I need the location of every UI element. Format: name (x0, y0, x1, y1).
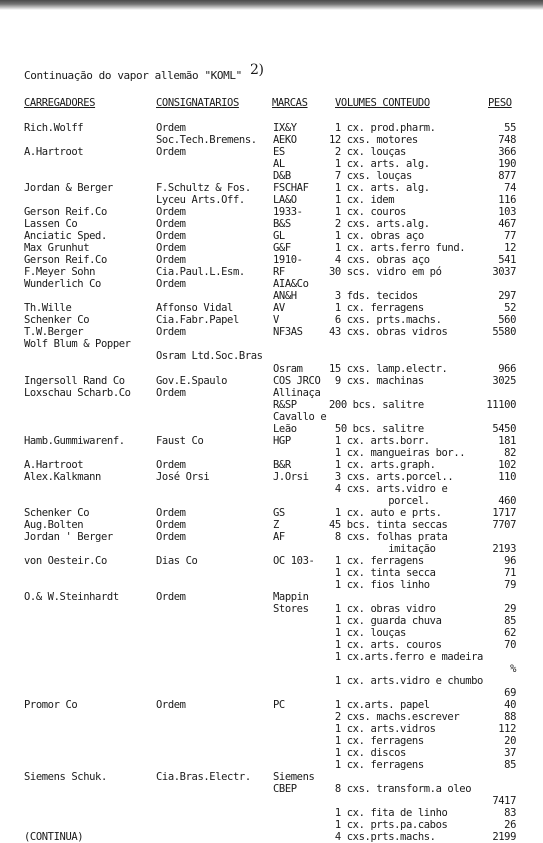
cell-volumes-conteudo: 1 cx. couros (329, 206, 406, 218)
cell-peso: 26 (504, 819, 516, 831)
cell-consignatario: Cia.Paul.L.Esm. (156, 266, 245, 278)
cell-marcas: Stores (273, 603, 309, 615)
cell-peso: 3025 (492, 375, 516, 387)
cell-volumes-conteudo: imitação (329, 543, 436, 555)
cell-volumes-conteudo: 15 cxs. lamp.electr. (329, 363, 448, 375)
cell-consignatario: Ordem (156, 387, 186, 399)
cell-volumes-conteudo: 1 cx. ferragens (329, 735, 424, 747)
cell-marcas: R&SP (273, 399, 297, 411)
cell-consignatario: F.Schultz & Fos. (156, 182, 251, 194)
cell-volumes-conteudo: 7 cxs. louças (329, 170, 412, 182)
cell-peso: 20 (504, 735, 516, 747)
cell-marcas: COS JRCO (273, 375, 321, 387)
cell-volumes-conteudo: 1 cx. arts. alg. (329, 158, 430, 170)
cell-peso: 82 (504, 447, 516, 459)
cell-peso: 77 (504, 230, 516, 242)
cell-volumes-conteudo: 1 cx. guarda chuva (329, 615, 442, 627)
cell-consignatario: Ordem (156, 519, 186, 531)
cell-volumes-conteudo: 8 cxs. transform.a oleo (329, 783, 472, 795)
cell-volumes-conteudo: 1 cx. arts. couros (329, 639, 442, 651)
cell-consignatario: Ordem (156, 699, 186, 711)
cell-carregador: Th.Wille (24, 302, 72, 314)
cell-marcas: FSCHAF (273, 182, 309, 194)
cell-peso: 52 (504, 302, 516, 314)
cell-carregador: von Oesteir.Co (24, 555, 107, 567)
cell-consignatario: Soc.Tech.Bremens. (156, 134, 257, 146)
cell-volumes-conteudo: 1 cx. arts.borr. (329, 435, 430, 447)
cell-consignatario: Ordem (156, 591, 186, 603)
cell-carregador: Loxschau Scharb.Co (24, 387, 131, 399)
cell-peso: 29 (504, 603, 516, 615)
header-carregadores: CARREGADORES (24, 97, 96, 109)
cell-volumes-conteudo: 4 cxs.prts.machs. (329, 831, 436, 843)
cell-volumes-conteudo: 2 cxs. machs.escrever (329, 711, 460, 723)
cell-marcas: AIA&Co (273, 278, 309, 290)
header-consignatarios: CONSIGNATARIOS (156, 97, 239, 109)
cell-marcas: Allinaça (273, 387, 321, 399)
cell-volumes-conteudo: 1 cx. idem (329, 194, 395, 206)
cell-marcas: RF (273, 266, 285, 278)
cell-peso: 110 (498, 471, 516, 483)
cell-marcas: AV (273, 302, 285, 314)
cell-peso: 62 (504, 627, 516, 639)
cell-peso: 366 (498, 146, 516, 158)
cell-marcas: AN&H (273, 290, 297, 302)
cell-peso: 966 (498, 363, 516, 375)
cell-carregador: A.Hartroot (24, 459, 84, 471)
cell-carregador: F.Meyer Sohn (24, 266, 96, 278)
cell-consignatario: Ordem (156, 218, 186, 230)
cell-marcas: V (273, 314, 279, 326)
cell-peso: 55 (504, 122, 516, 134)
cell-carregador: Gerson Reif.Co (24, 254, 107, 266)
cell-volumes-conteudo: 1 cx. louças (329, 627, 406, 639)
cell-consignatario: Ordem (156, 122, 186, 134)
cell-peso: 71 (504, 567, 516, 579)
cell-carregador: A.Hartroot (24, 146, 84, 158)
cell-volumes-conteudo: 1 cx. discos (329, 747, 406, 759)
cell-consignatario: José Orsi (156, 471, 210, 483)
cell-volumes-conteudo: 8 cxs. folhas prata (329, 531, 448, 543)
cell-volumes-conteudo: 1 cx. arts.vidro e chumbo (329, 675, 483, 687)
cell-peso: 85 (504, 615, 516, 627)
cell-carregador: Anciatic Sped. (24, 230, 107, 242)
cell-carregador: Schenker Co (24, 314, 90, 326)
cell-carregador: T.W.Berger (24, 326, 84, 338)
cell-marcas: HGP (273, 435, 291, 447)
cell-volumes-conteudo: 1 cx. prod.pharm. (329, 122, 436, 134)
cell-volumes-conteudo: 45 bcs. tinta seccas (329, 519, 448, 531)
cell-peso: 2193 (492, 543, 516, 555)
cell-peso: 79 (504, 579, 516, 591)
cell-volumes-conteudo: 1 cx. fios linho (329, 579, 430, 591)
cell-peso: 69 (504, 687, 516, 699)
header-volumes-conteudo: VOLUMES CONTEUDO (335, 97, 430, 109)
cell-volumes-conteudo: 2 cx. louças (329, 146, 406, 158)
header-peso: PESO (488, 97, 512, 109)
cell-peso: 748 (498, 134, 516, 146)
cell-marcas: G&F (273, 242, 291, 254)
cell-volumes-conteudo: 12 cxs. motores (329, 134, 418, 146)
cell-volumes-conteudo: 1 cx. arts.ferro fund. (329, 242, 466, 254)
cell-volumes-conteudo: 1 cx. arts. alg. (329, 182, 430, 194)
cell-consignatario: Ordem (156, 326, 186, 338)
cell-consignatario: Osram Ltd.Soc.Bras (156, 350, 263, 362)
cell-peso: 74 (504, 182, 516, 194)
cell-volumes-conteudo: 50 bcs. salitre (329, 423, 424, 435)
cell-carregador: Gerson Reif.Co (24, 206, 107, 218)
cell-volumes-conteudo: 1 cx. obras vidro (329, 603, 436, 615)
cell-consignatario: Ordem (156, 278, 186, 290)
cell-peso: 85 (504, 759, 516, 771)
cell-carregador: Wunderlich Co (24, 278, 101, 290)
cell-peso: 560 (498, 314, 516, 326)
cell-volumes-conteudo: 4 cxs. obras aço (329, 254, 430, 266)
cell-peso: 70 (504, 639, 516, 651)
cell-consignatario: Ordem (156, 230, 186, 242)
cell-marcas: AEKO (273, 134, 297, 146)
cell-marcas: 1933- (273, 206, 303, 218)
cell-marcas: 1910- (273, 254, 303, 266)
cell-carregador: Rich.Wolff (24, 122, 84, 134)
cell-peso: 190 (498, 158, 516, 170)
cell-peso: 96 (504, 555, 516, 567)
cell-peso: 12 (504, 242, 516, 254)
cell-peso: 102 (498, 459, 516, 471)
cell-marcas: GL (273, 230, 285, 242)
cell-consignatario: Ordem (156, 206, 186, 218)
cell-carregador: Ingersoll Rand Co (24, 375, 125, 387)
cell-consignatario: Lyceu Arts.Off. (156, 194, 245, 206)
cell-marcas: ES (273, 146, 285, 158)
cell-consignatario: Ordem (156, 459, 186, 471)
cell-volumes-conteudo: 1 cx. auto e prts. (329, 507, 442, 519)
cell-peso: 37 (504, 747, 516, 759)
cell-carregador: Alex.Kalkmann (24, 471, 101, 483)
cell-carregador: Schenker Co (24, 507, 90, 519)
cell-carregador: Promor Co (24, 699, 78, 711)
cell-volumes-conteudo: porcel. (329, 495, 430, 507)
cell-peso: 88 (504, 711, 516, 723)
cell-marcas: Siemens (273, 771, 315, 783)
cell-peso: 116 (498, 194, 516, 206)
cell-marcas: NF3AS (273, 326, 303, 338)
cell-consignatario: Ordem (156, 242, 186, 254)
cell-marcas: B&S (273, 218, 291, 230)
cell-carregador: Max Grunhut (24, 242, 90, 254)
cell-marcas: AL (273, 158, 285, 170)
cell-volumes-conteudo: 1 cx. arts.graph. (329, 459, 436, 471)
cell-marcas: Osram (273, 363, 303, 375)
cell-peso: 297 (498, 290, 516, 302)
cell-peso: 7707 (492, 519, 516, 531)
cell-volumes-conteudo: 1 cx. prts.pa.cabos (329, 819, 448, 831)
cell-marcas: CBEP (273, 783, 297, 795)
cell-carregador: Hamb.Gummiwarenf. (24, 435, 125, 447)
cell-consignatario: Dias Co (156, 555, 198, 567)
cell-carregador: Siemens Schuk. (24, 771, 107, 783)
cell-peso: 460 (498, 495, 516, 507)
cell-volumes-conteudo: 1 cx. tinta secca (329, 567, 436, 579)
cell-carregador: Jordan & Berger (24, 182, 113, 194)
cell-volumes-conteudo: 1 cx. ferragens (329, 302, 424, 314)
cell-consignatario: Cia.Fabr.Papel (156, 314, 239, 326)
cell-consignatario: Ordem (156, 531, 186, 543)
cell-carregador: O.& W.Steinhardt (24, 591, 119, 603)
cell-marcas: Mappin (273, 591, 309, 603)
cell-peso: 40 (504, 699, 516, 711)
cell-volumes-conteudo: 43 cxs. obras vidros (329, 326, 448, 338)
cell-marcas: Z (273, 519, 279, 531)
cell-peso: 5450 (492, 423, 516, 435)
cell-consignatario: Faust Co (156, 435, 204, 447)
cell-volumes-conteudo: 3 cxs. arts.porcel.. (329, 471, 454, 483)
cell-carregador: Lassen Co (24, 218, 78, 230)
cell-marcas: J.Orsi (273, 471, 309, 483)
cell-carregador: Aug.Bolten (24, 519, 84, 531)
scan-top-edge (0, 0, 543, 10)
cell-marcas: PC (273, 699, 285, 711)
cell-volumes-conteudo: 1 cx. arts.vidros (329, 723, 436, 735)
page-title: Continuação do vapor allemão "KOML" (24, 69, 242, 82)
cell-volumes-conteudo: 1 cx. ferragens (329, 555, 424, 567)
cell-peso: 3037 (492, 266, 516, 278)
cell-peso: 5580 (492, 326, 516, 338)
cell-marcas: B&R (273, 459, 291, 471)
cell-peso: 11100 (486, 399, 516, 411)
cell-volumes-conteudo: 6 cxs. prts.machs. (329, 314, 442, 326)
cell-volumes-conteudo: 2 cxs. arts.alg. (329, 218, 430, 230)
cell-consignatario: Ordem (156, 254, 186, 266)
cell-volumes-conteudo: 1 cx. obras aço (329, 230, 424, 242)
cell-marcas: AF (273, 531, 285, 543)
cell-carregador: Jordan ' Berger (24, 531, 113, 543)
cell-marcas: GS (273, 507, 285, 519)
cell-peso: 83 (504, 807, 516, 819)
cell-consignatario: Ordem (156, 146, 186, 158)
cell-marcas: Leão (273, 423, 297, 435)
handwritten-page-mark: 2) (250, 62, 264, 78)
cell-marcas: LA&O (273, 194, 297, 206)
cell-marcas: IX&Y (273, 122, 297, 134)
cell-volumes-conteudo: 4 cxs. arts.vidro e (329, 483, 448, 495)
cell-carregador: Wolf Blum & Popper (24, 338, 131, 350)
cell-peso: 877 (498, 170, 516, 182)
cell-peso: 1717 (492, 507, 516, 519)
cell-volumes-conteudo: 1 cx.arts.ferro e madeira (329, 651, 483, 663)
cell-volumes-conteudo: 200 bcs. salitre (329, 399, 424, 411)
cell-marcas: D&B (273, 170, 291, 182)
cell-peso: 541 (498, 254, 516, 266)
cell-peso: 2199 (492, 831, 516, 843)
cell-consignatario: Gov.E.Spaulo (156, 375, 228, 387)
cell-volumes-conteudo: 1 cx.arts. papel (329, 699, 430, 711)
cell-peso: 7417 (492, 795, 516, 807)
cell-peso: 112 (498, 723, 516, 735)
cell-peso: % (510, 663, 516, 675)
cell-carregador: (CONTINUA) (24, 831, 84, 843)
cell-volumes-conteudo: 1 cx. fita de linho (329, 807, 448, 819)
cell-peso: 467 (498, 218, 516, 230)
cell-consignatario: Cia.Bras.Electr. (156, 771, 251, 783)
cell-volumes-conteudo: 1 cx. ferragens (329, 759, 424, 771)
cell-peso: 181 (498, 435, 516, 447)
cell-consignatario: Affonso Vidal (156, 302, 233, 314)
cell-volumes-conteudo: 1 cx. mangueiras bor.. (329, 447, 466, 459)
cell-volumes-conteudo: 3 fds. tecidos (329, 290, 418, 302)
cell-peso: 103 (498, 206, 516, 218)
cell-volumes-conteudo: 30 scs. vidro em pó (329, 266, 442, 278)
cell-consignatario: Ordem (156, 507, 186, 519)
cell-volumes-conteudo: 9 cxs. machinas (329, 375, 424, 387)
cell-marcas: OC 103- (273, 555, 315, 567)
cell-marcas: Cavallo e (273, 411, 327, 423)
header-marcas: MARCAS (272, 97, 308, 109)
